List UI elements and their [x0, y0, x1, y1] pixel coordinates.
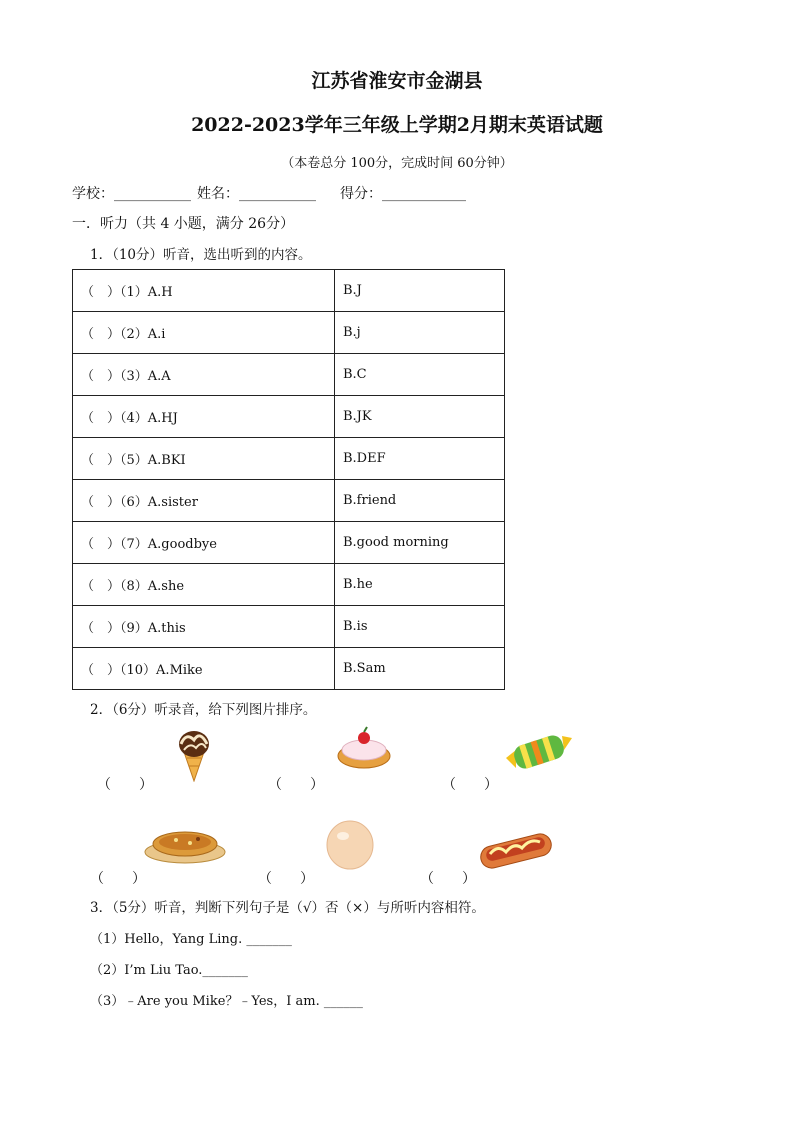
score-field: 得分：____________: [340, 186, 466, 202]
school-field: 学校：___________: [72, 186, 191, 202]
answer-blank: （ ）: [90, 871, 146, 887]
option-b: B.C: [335, 354, 505, 396]
exam-title: 2022-2023学年三年级上学期2月期末英语试题: [191, 114, 603, 136]
table-row: [73, 354, 505, 396]
option-a: （ ）（5）A.BKI: [73, 438, 335, 480]
tart-picture: [334, 726, 394, 772]
table-row: [73, 480, 505, 522]
answer-blank: （ ）: [258, 871, 314, 887]
option-b: B.J: [335, 270, 505, 312]
answer-blank: （ ）: [442, 777, 498, 793]
hot-dog-picture: [474, 826, 558, 870]
option-b: B.Sam: [335, 648, 505, 690]
option-a: （ ）（1）A.H: [73, 270, 335, 312]
statement-item: （3）﹣Are you Mike？﹣Yes，I am. ______: [90, 994, 363, 1009]
table-row: [73, 606, 505, 648]
question-1-table: [72, 269, 505, 690]
option-a: （ ）（10）A.Mike: [73, 648, 335, 690]
option-a: （ ）（3）A.A: [73, 354, 335, 396]
question-2-title: 2．（6分）听录音，给下列图片排序。: [90, 702, 317, 718]
statement-item: （2）I’m Liu Tao._______: [90, 963, 248, 978]
candy-picture: [502, 728, 576, 774]
table-row: [73, 564, 505, 606]
answer-blank: （ ）: [420, 871, 476, 887]
option-b: B.he: [335, 564, 505, 606]
table-row: [73, 648, 505, 690]
table-row: [73, 270, 505, 312]
statement-item: （1）Hello，Yang Ling. _______: [90, 932, 292, 947]
option-a: （ ）（2）A.i: [73, 312, 335, 354]
question-1-title: 1．（10分）听音，选出听到的内容。: [90, 247, 312, 263]
option-a: （ ）（8）A.she: [73, 564, 335, 606]
option-a: （ ）（9）A.this: [73, 606, 335, 648]
egg-picture: [323, 818, 377, 870]
section-heading: 一．听力（共 4 小题，满分 26分）: [72, 216, 295, 232]
option-b: B.is: [335, 606, 505, 648]
table-row: [73, 522, 505, 564]
option-b: B.DEF: [335, 438, 505, 480]
answer-blank: （ ）: [268, 777, 324, 793]
option-b: B.good morning: [335, 522, 505, 564]
option-b: B.JK: [335, 396, 505, 438]
ice-cream-picture: [172, 726, 216, 782]
exam-subtitle: （本卷总分 100分，完成时间 60分钟）: [281, 156, 513, 171]
option-b: B.friend: [335, 480, 505, 522]
answer-blank: （ ）: [97, 777, 153, 793]
page-title: 江苏省淮安市金湖县: [311, 70, 483, 92]
pie-picture: [142, 824, 228, 866]
name-field: 姓名：___________: [197, 186, 316, 202]
table-row: [73, 312, 505, 354]
table-row: [73, 438, 505, 480]
option-a: （ ）（7）A.goodbye: [73, 522, 335, 564]
question-3-title: 3．（5分）听音，判断下列句子是（√）否（×）与所听内容相符。: [90, 900, 485, 916]
option-a: （ ）（6）A.sister: [73, 480, 335, 522]
table-row: [73, 396, 505, 438]
option-b: B.j: [335, 312, 505, 354]
option-a: （ ）（4）A.HJ: [73, 396, 335, 438]
